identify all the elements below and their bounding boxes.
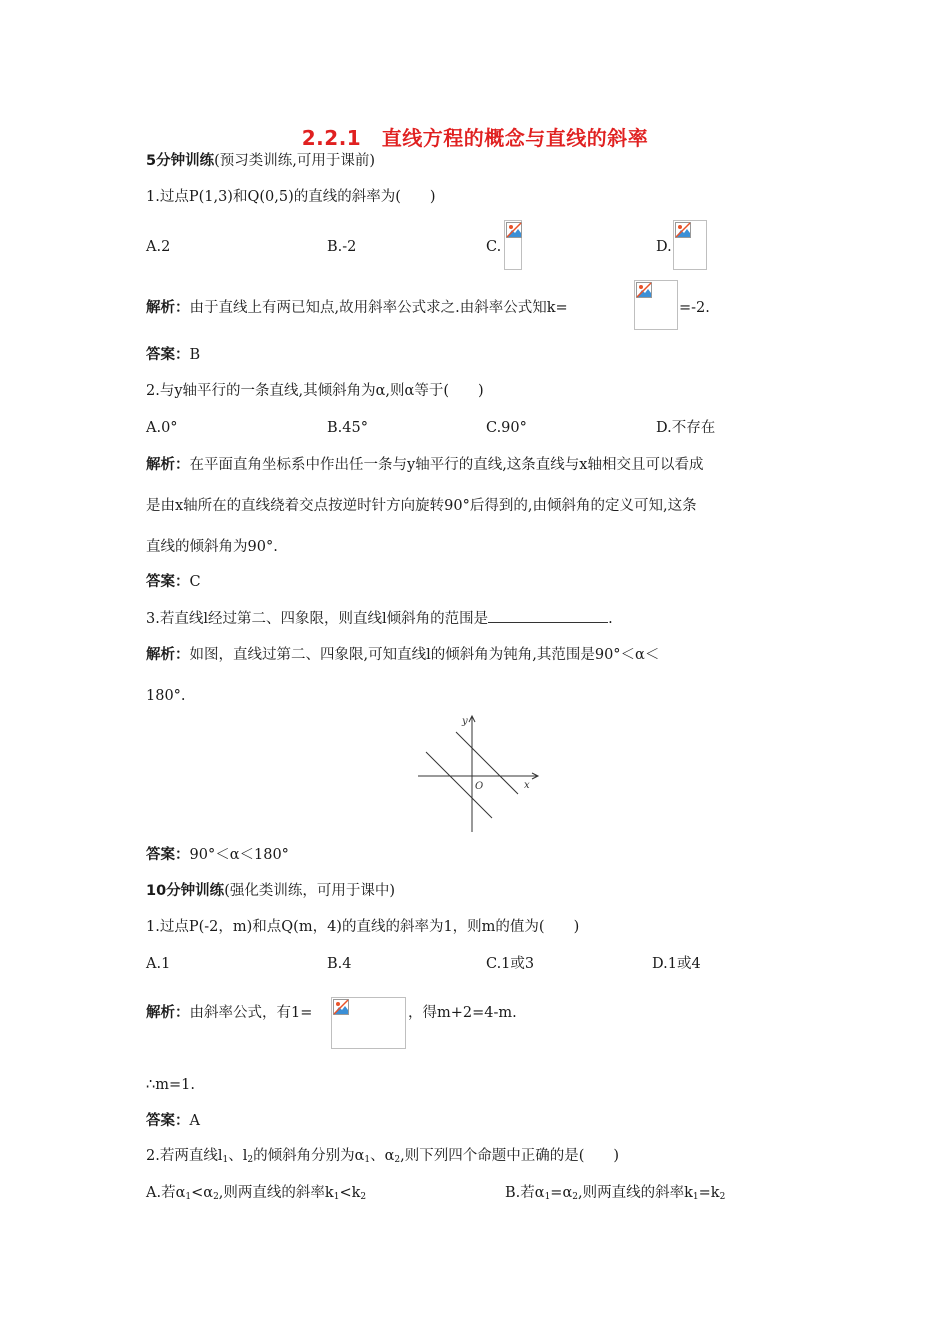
p1-option-d: D.1或4 — [652, 956, 701, 972]
x-axis-label: x — [524, 780, 530, 791]
page-title: 2.2.1 直线方程的概念与直线的斜率 — [301, 126, 649, 150]
option-text: =α — [550, 1185, 573, 1201]
answer-value: C — [189, 574, 201, 590]
analysis-label: 解析： — [146, 647, 190, 663]
q3-analysis-line-2: 180°. — [146, 688, 186, 704]
answer-value: B — [189, 347, 201, 363]
q2-answer — [146, 572, 201, 592]
answer-blank — [488, 608, 608, 623]
origin-label: O — [475, 781, 484, 792]
question-end: . — [608, 611, 613, 627]
option-text: ,则两直线的斜率k — [577, 1185, 693, 1201]
q1-option-c: C. — [486, 239, 502, 255]
broken-image-icon — [333, 999, 349, 1015]
answer-label: 答案： — [146, 1113, 190, 1129]
p1-analysis — [146, 1003, 312, 1023]
q1-analysis — [146, 298, 568, 318]
subscript: 2 — [360, 1192, 367, 1202]
section-header-10min — [146, 881, 395, 901]
q2-option-d: D.不存在 — [656, 420, 716, 436]
q1-option-d-image — [673, 220, 707, 270]
practice-2-stem — [146, 1146, 619, 1170]
q1-option-a: A.2 — [146, 239, 171, 255]
y-axis-label: y — [462, 716, 468, 727]
subscript: 1 — [222, 1155, 229, 1165]
stem-text: ,则下列四个命题中正确的是( ) — [400, 1148, 620, 1164]
analysis-text: 如图，直线过第二、四象限,可知直线l的倾斜角为钝角,其范围是90°＜α＜ — [189, 647, 660, 663]
q1-option-d: D. — [656, 239, 672, 255]
coordinate-figure — [418, 712, 540, 834]
analysis-label: 解析： — [146, 300, 190, 316]
question-3-stem — [146, 608, 613, 629]
line-l-upper — [456, 732, 518, 794]
subscript: 2 — [213, 1192, 219, 1202]
question-2-stem: 2.与y轴平行的一条直线,其倾斜角为α,则α等于( ) — [146, 383, 484, 399]
broken-image-icon — [636, 282, 652, 298]
q2-analysis-line-3: 直线的倾斜角为90°. — [146, 539, 278, 555]
p2-option-b — [505, 1183, 725, 1207]
analysis-text: 由斜率公式，有1= — [189, 1005, 313, 1021]
p1-analysis-formula-image — [331, 997, 406, 1049]
stem-text: 的倾斜角分别为α — [253, 1148, 365, 1164]
stem-text: 、l — [228, 1148, 248, 1164]
q2-option-a: A.0° — [146, 420, 178, 436]
q2-analysis-line-2: 是由x轴所在的直线绕着交点按逆时针方向旋转90°后得到的,由倾斜角的定义可知,这条 — [146, 498, 697, 514]
subscript: 2 — [572, 1192, 578, 1202]
stem-text: 2.若两直线l — [146, 1148, 223, 1164]
p1-option-c: C.1或3 — [486, 956, 535, 972]
p1-option-b: B.4 — [327, 956, 352, 972]
q1-analysis-formula-image — [634, 280, 678, 330]
analysis-text: 在平面直角坐标系中作出任一条与y轴平行的直线,这条直线与x轴相交且可以看成 — [189, 457, 704, 473]
q2-option-c: C.90° — [486, 420, 527, 436]
p1-option-a: A.1 — [146, 956, 171, 972]
subscript: 1 — [364, 1155, 371, 1165]
broken-image-icon — [675, 222, 691, 238]
subscript: 1 — [333, 1192, 340, 1202]
p1-analysis-result: ，得m+2=4-m. — [408, 1005, 517, 1021]
option-text: <k — [339, 1185, 361, 1201]
answer-value: A — [189, 1113, 200, 1129]
answer-label: 答案： — [146, 847, 190, 863]
question-text: 3.若直线l经过第二、四象限，则直线l倾斜角的范围是 — [146, 611, 489, 627]
q2-option-b: B.45° — [327, 420, 368, 436]
analysis-label: 解析： — [146, 457, 190, 473]
option-text: B.若α — [505, 1185, 545, 1201]
q1-option-b: B.-2 — [327, 239, 357, 255]
q3-answer — [146, 845, 289, 865]
broken-image-icon — [506, 222, 522, 238]
q1-option-c-image — [504, 220, 522, 270]
q1-analysis-result: =-2. — [679, 300, 710, 316]
section-name: 10分钟训练 — [146, 883, 225, 899]
subscript: 1 — [185, 1192, 192, 1202]
p1-answer — [146, 1111, 200, 1131]
practice-1-stem: 1.过点P(-2，m)和点Q(m，4)的直线的斜率为1，则m的值为( ) — [146, 919, 580, 935]
section-note: (强化类训练，可用于课中) — [224, 883, 396, 899]
analysis-text: 由于直线上有两已知点,故用斜率公式求之.由斜率公式知k= — [189, 300, 568, 316]
option-text: <α — [191, 1185, 214, 1201]
answer-label: 答案： — [146, 574, 190, 590]
q1-answer — [146, 345, 200, 365]
p1-therefore: ∴m=1. — [146, 1077, 195, 1093]
q2-analysis-line-1 — [146, 455, 703, 475]
subscript: 2 — [394, 1155, 401, 1165]
option-text: ,则两直线的斜率k — [218, 1185, 334, 1201]
option-text: A.若α — [146, 1185, 186, 1201]
stem-text: 、α — [370, 1148, 395, 1164]
analysis-label: 解析： — [146, 1005, 190, 1021]
answer-label: 答案： — [146, 347, 190, 363]
option-text: =k — [698, 1185, 720, 1201]
subscript: 1 — [544, 1192, 551, 1202]
question-1-stem: 1.过点P(1,3)和Q(0,5)的直线的斜率为( ) — [146, 189, 436, 205]
subscript: 1 — [692, 1192, 699, 1202]
section-header-5min — [146, 151, 375, 171]
p2-option-a — [146, 1183, 366, 1207]
subscript: 2 — [247, 1155, 254, 1165]
subscript: 2 — [719, 1192, 726, 1202]
answer-value: 90°＜α＜180° — [189, 847, 289, 863]
q3-analysis-line-1 — [146, 645, 659, 665]
section-name: 5分钟训练 — [146, 153, 215, 169]
section-note: (预习类训练,可用于课前) — [214, 153, 376, 169]
